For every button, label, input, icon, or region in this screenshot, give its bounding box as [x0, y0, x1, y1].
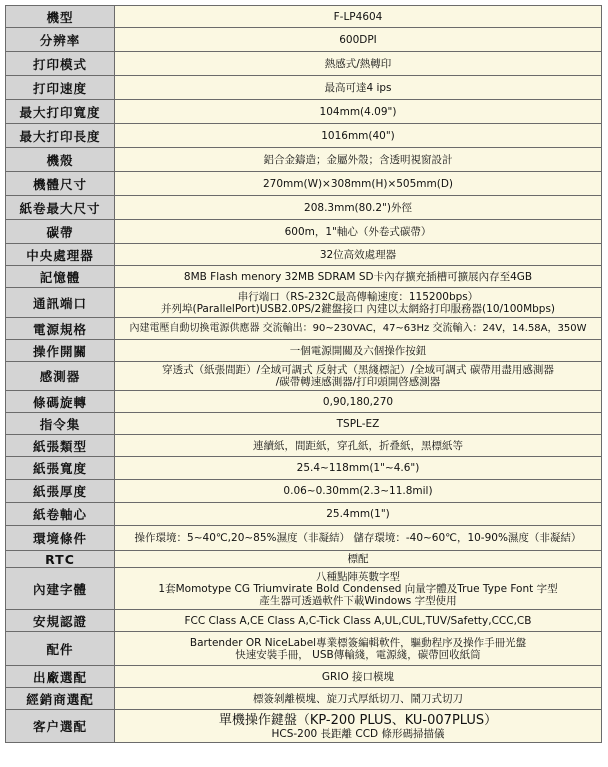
row-label: 內建字體	[6, 568, 115, 610]
row-label: 客户選配	[6, 710, 115, 743]
spec-row	[6, 480, 602, 503]
row-value	[115, 340, 602, 362]
row-value	[115, 172, 602, 196]
spec-row	[6, 148, 602, 172]
value-line: 0,90,180,270	[322, 395, 394, 408]
row-value	[115, 100, 602, 124]
row-label: 操作開關	[6, 340, 115, 362]
spec-row	[6, 457, 602, 480]
spec-row	[6, 666, 602, 688]
value-line: FCC Class A,CE Class A,C-Tick Class A,UL,CUL,TUV/Safetty,CCC,CB	[184, 614, 532, 627]
row-value	[115, 666, 602, 688]
value-line: 標簽剝離模塊、旋刀式厚紙切刀、鬧刀式切刀	[253, 692, 463, 705]
row-value	[115, 148, 602, 172]
spec-row	[6, 340, 602, 362]
spec-row	[6, 551, 602, 568]
spec-row	[6, 318, 602, 340]
spec-row	[6, 435, 602, 457]
value-line: 8MB Flash menory 32MB SDRAM SD卡內存擴充插槽可擴展內存至4GB	[183, 270, 533, 283]
row-label: 配件	[6, 632, 115, 666]
spec-row	[6, 568, 602, 610]
value-line: 快速安裝手冊， USB傳輸綫，電源綫，碳帶回收紙筒	[235, 648, 481, 661]
value-line: 1016mm(40")	[321, 129, 395, 142]
row-value	[115, 710, 602, 743]
spec-row	[6, 632, 602, 666]
value-line: 鋁合金鑄造；金屬外殼；含透明視窗設計	[263, 153, 453, 166]
spec-table	[5, 5, 602, 743]
spec-row	[6, 244, 602, 266]
value-line: 連續紙，間距紙，穿孔紙，折叠紙，黑標紙等	[253, 439, 463, 452]
value-line: 產生器可透過軟件下載Windows 字型使用	[259, 594, 457, 607]
value-line: 八種點陣英數字型	[316, 570, 400, 583]
value-line: TSPL-EZ	[336, 417, 380, 430]
row-label: 出廠選配	[6, 666, 115, 688]
spec-row	[6, 526, 602, 551]
spec-row	[6, 413, 602, 435]
row-value	[115, 480, 602, 503]
row-label: 分辨率	[6, 28, 115, 52]
row-label: 機型	[6, 6, 115, 28]
spec-row	[6, 503, 602, 526]
spec-row	[6, 28, 602, 52]
spec-row	[6, 610, 602, 632]
row-label: 最大打印長度	[6, 124, 115, 148]
spec-row	[6, 220, 602, 244]
row-label: 機殼	[6, 148, 115, 172]
value-line: 最高可達4 ips	[324, 81, 392, 94]
spec-row	[6, 266, 602, 288]
row-value	[115, 632, 602, 666]
row-label: 經銷商選配	[6, 688, 115, 710]
value-line: 25.4mm(1")	[326, 508, 390, 520]
value-line: 600m，1"軸心（外卷式碳帶）	[284, 225, 432, 238]
row-label: RTC	[6, 551, 115, 568]
spec-row	[6, 710, 602, 743]
row-label: 機體尺寸	[6, 172, 115, 196]
spec-row	[6, 6, 602, 28]
spec-row	[6, 100, 602, 124]
value-line: 32位高效處理器	[319, 248, 397, 261]
spec-row	[6, 688, 602, 710]
value-line: 標配	[347, 553, 369, 565]
row-value	[115, 526, 602, 551]
value-line: /碳帶轉速感測器/打印頭開啓感測器	[275, 376, 441, 388]
spec-row	[6, 288, 602, 318]
row-label: 中央處理器	[6, 244, 115, 266]
row-value	[115, 288, 602, 318]
value-line: 600DPI	[339, 33, 377, 46]
value-line: 穿透式（紙張間距）/全域可調式 反射式（黑綫標記）/全域可調式 碳帶用盡用感測器	[162, 364, 554, 376]
row-value	[115, 196, 602, 220]
value-line: Bartender OR NiceLabel專業標簽編輯軟件，驅動程序及操作手冊光盤	[189, 636, 527, 649]
row-label: 紙張厚度	[6, 480, 115, 503]
row-label: 通訊端口	[6, 288, 115, 318]
row-label: 電源規格	[6, 318, 115, 340]
spec-row	[6, 362, 602, 391]
value-line: 操作環境：5~40℃,20~85%濕度（非凝結） 儲存環境：-40~60℃，10-90%濕度（非凝結）	[134, 532, 582, 544]
row-value	[115, 6, 602, 28]
row-label: 打印模式	[6, 52, 115, 76]
spec-row	[6, 172, 602, 196]
row-label: 安規認證	[6, 610, 115, 632]
value-line: 104mm(4.09")	[319, 105, 397, 118]
row-value	[115, 413, 602, 435]
row-value	[115, 124, 602, 148]
spec-row	[6, 124, 602, 148]
value-line: 25.4~118mm(1"~4.6")	[296, 462, 420, 474]
row-value	[115, 503, 602, 526]
row-value	[115, 52, 602, 76]
value-line: 一個電源開關及六個操作按鈕	[289, 344, 427, 357]
row-value	[115, 391, 602, 413]
row-value	[115, 435, 602, 457]
row-label: 紙卷軸心	[6, 503, 115, 526]
row-label: 打印速度	[6, 76, 115, 100]
row-value	[115, 457, 602, 480]
spec-row	[6, 52, 602, 76]
value-line: F-LP4604	[333, 10, 383, 23]
value-line: 0.06~0.30mm(2.3~11.8mil)	[283, 485, 433, 497]
value-line: GRIO 接口模塊	[321, 670, 395, 683]
row-value	[115, 568, 602, 610]
value-line: 并列埠(ParallelPort)USB2.0PS/2鍵盤接口 內建以太網絡打印服務器(10/100Mbps)	[160, 302, 556, 315]
row-value	[115, 244, 602, 266]
value-line: 串行端口（RS-232C最高傳輸速度：115200bps）	[237, 290, 479, 303]
value-line: 1套Momotype CG Triumvirate Bold Condensed 向量字體及True Type Font 字型	[158, 582, 558, 595]
value-line: 單機操作鍵盤（KP-200 PLUS、KU-007PLUS）	[218, 712, 498, 728]
row-label: 碳帶	[6, 220, 115, 244]
row-value	[115, 76, 602, 100]
row-value	[115, 688, 602, 710]
row-value	[115, 266, 602, 288]
row-label: 紙張類型	[6, 435, 115, 457]
value-line: HCS-200 長距離 CCD 條形碼掃描儀	[271, 727, 445, 740]
spec-row	[6, 196, 602, 220]
row-label: 條碼旋轉	[6, 391, 115, 413]
row-label: 紙卷最大尺寸	[6, 196, 115, 220]
row-label: 最大打印寬度	[6, 100, 115, 124]
spec-row	[6, 76, 602, 100]
row-label: 紙張寬度	[6, 457, 115, 480]
row-value	[115, 362, 602, 391]
spec-row	[6, 391, 602, 413]
value-line: 熱感式/熱轉印	[324, 57, 392, 70]
row-label: 感測器	[6, 362, 115, 391]
row-label: 指令集	[6, 413, 115, 435]
row-value	[115, 551, 602, 568]
row-value	[115, 318, 602, 340]
row-label: 記憶體	[6, 266, 115, 288]
value-line: 208.3mm(80.2")外徑	[304, 201, 412, 214]
row-label: 環境條件	[6, 526, 115, 551]
value-line: 內建電壓自動切換電源供應器 交流輸出：90~230VAC，47~63Hz 交流輸入：24V，14.58A，350W	[129, 322, 587, 334]
value-line: 270mm(W)×308mm(H)×505mm(D)	[262, 177, 454, 190]
row-value	[115, 28, 602, 52]
row-value	[115, 220, 602, 244]
row-value	[115, 610, 602, 632]
